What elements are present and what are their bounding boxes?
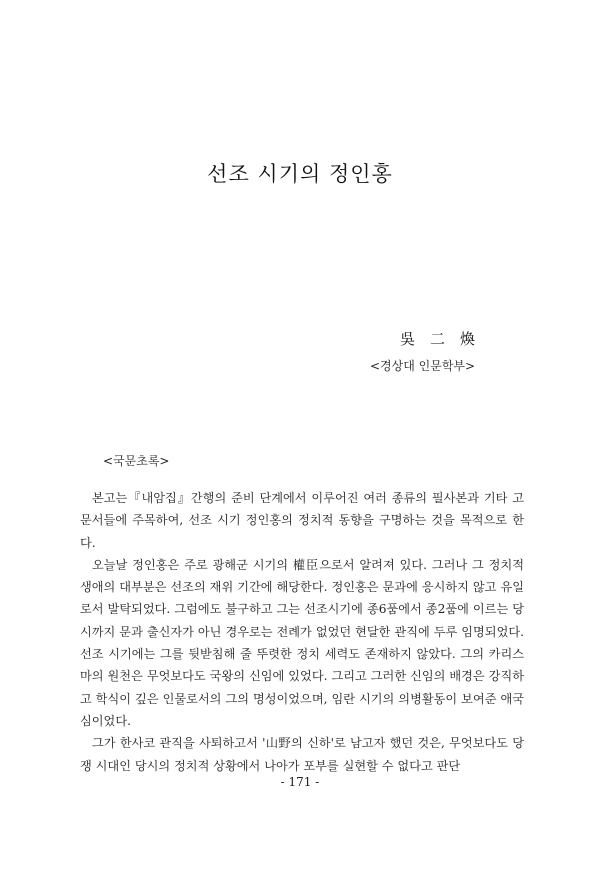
abstract-paragraph-2: 오늘날 정인홍은 주로 광해군 시기의 權臣으로서 알려져 있다. 그러나 그 정치적 생애의 대부분은 선조의 재위 기간에 해당한다. 정인홍은 문과에 응시하지 않고 유일로서 발탁되었다. 그럼에도 불구하고 그는 선조시기에 종6품에서 종2품에 이르는 당시까지 문과 출신자가 아닌 경우로는 전례가 없었던 현달한 관직에 두루 임명되었다. 선조 시기에는 그를 뒷받침해 줄 뚜렷한 정치 세력도 존재하지 않았다. 그의 카리스마의 원천은 무엇보다도 국왕의 신임에 있었다. 그리고 그러한 신임의 배경은 강직하고 학식이 깊은 인물로서의 그의 명성이었으며, 임란 시기의 의병활동이 보여준 애국심이었다. (80, 557, 524, 728)
abstract-paragraph-1: 본고는『내암집』간행의 준비 단계에서 이루어진 여러 종류의 필사본과 기타 고문서들에 주목하여, 선조 시기 정인홍의 정치적 동향을 구명하는 것을 목적으로 한다. (80, 491, 524, 550)
page-number: - 171 - (280, 775, 320, 789)
abstract-heading: <국문초록> (103, 454, 170, 468)
abstract-paragraph-3: 그가 한사코 관직을 사퇴하고서 '山野의 신하'로 남고자 했던 것은, 무엇보다도 당쟁 시대인 당시의 정치적 상황에서 나아가 포부를 실현할 수 없다고 판단 (80, 736, 524, 773)
abstract-body (80, 487, 524, 777)
author-affiliation: <경상대 인문학부> (370, 359, 476, 373)
author-name: 吳 二 煥 (400, 330, 476, 348)
paper-title: 선조 시기의 정인홍 (207, 162, 393, 186)
